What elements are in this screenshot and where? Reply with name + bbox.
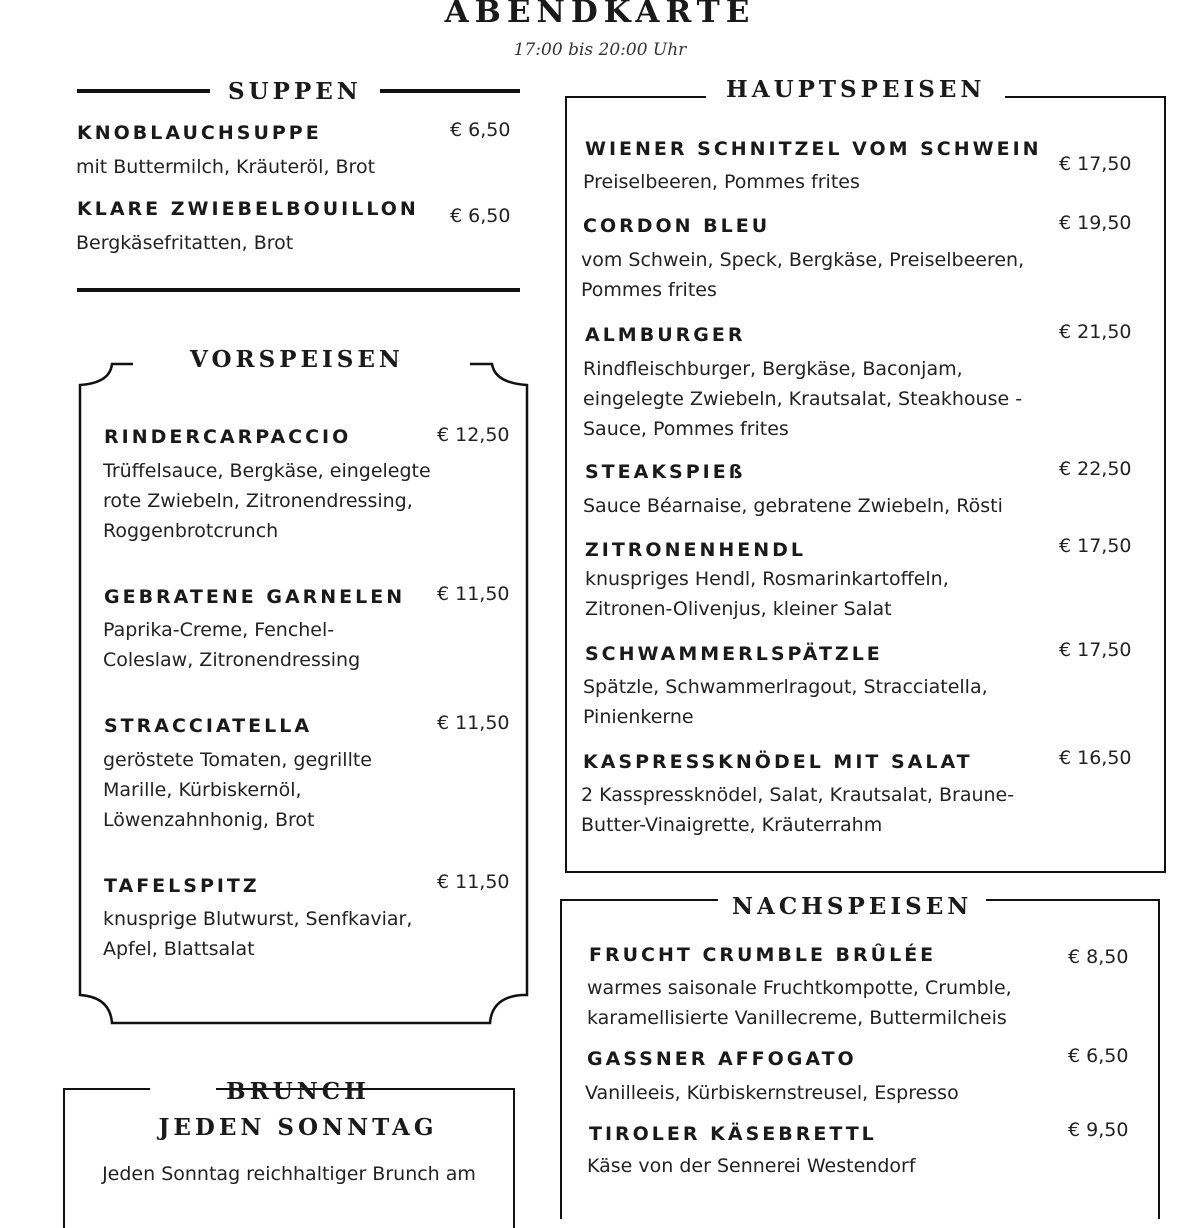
item-name: SCHWAMMERLSPÄTZLE [585, 643, 883, 665]
brunch-text: Jeden Sonntag reichhaltiger Brunch am [102, 1163, 476, 1185]
item-name: STRACCIATELLA [104, 715, 313, 737]
suppen-top-rule-left [77, 89, 210, 93]
item-description: Preiselbeeren, Pommes frites [583, 171, 860, 193]
item-name: ZITRONENHENDL [585, 539, 807, 561]
item-description: Rindfleischburger, Bergkäse, Baconjam, eingelegte Zwiebeln, Krautsalat, Steakhouse - Sauce, Pommes frites [583, 358, 1023, 440]
brunch-title-line2: JEDEN SONNTAG [158, 1114, 438, 1141]
item-price: € 17,50 [1059, 639, 1132, 661]
item-description: Paprika-Creme, Fenchel-Coleslaw, Zitronendressing [103, 619, 361, 671]
suppen-bottom-rule [77, 288, 520, 292]
item-name: FRUCHT CRUMBLE BRÛLÉE [589, 944, 937, 966]
item-name: RINDERCARPACCIO [104, 426, 352, 448]
item-description: Trüffelsauce, Bergkäse, eingelegte rote Zwiebeln, Zitronendressing, Roggenbrotcrunch [103, 460, 431, 542]
item-price: € 11,50 [437, 583, 510, 605]
item-price: € 16,50 [1059, 747, 1132, 769]
item-name: KLARE ZWIEBELBOUILLON [77, 198, 419, 220]
item-price: € 22,50 [1059, 458, 1132, 480]
opening-hours: 17:00 bis 20:00 Uhr [513, 40, 687, 60]
item-price: € 19,50 [1059, 212, 1132, 234]
item-price: € 17,50 [1059, 153, 1132, 175]
item-description: geröstete Tomaten, gegrillte Marille, Kürbiskernöl, Löwenzahnhonig, Brot [103, 749, 372, 831]
item-name: GASSNER AFFOGATO [587, 1048, 857, 1070]
item-price: € 12,50 [437, 424, 510, 446]
item-description: warmes saisonale Fruchtkompotte, Crumble, karamellisierte Vanillecreme, Buttermilcheis [587, 977, 1012, 1029]
item-description: Spätzle, Schwammerlragout, Stracciatella, Pinienkerne [583, 676, 988, 728]
item-name: TAFELSPITZ [104, 875, 260, 897]
item-description: vom Schwein, Speck, Bergkäse, Preiselbeeren, Pommes frites [581, 249, 1025, 301]
item-price: € 6,50 [1068, 1045, 1129, 1067]
item-price: € 9,50 [1068, 1119, 1129, 1141]
item-name: KASPRESSKNÖDEL MIT SALAT [583, 751, 973, 773]
brunch-frame [63, 1088, 515, 1228]
item-name: KNOBLAUCHSUPPE [77, 122, 322, 144]
item-name: WIENER SCHNITZEL VOM SCHWEIN [585, 138, 1042, 160]
item-price: € 8,50 [1068, 946, 1129, 968]
section-title-brunch: BRUNCH [226, 1078, 370, 1105]
item-description: knuspriges Hendl, Rosmarinkartoffeln, Zitronen-Olivenjus, kleiner Salat [585, 568, 949, 620]
item-name: TIROLER KÄSEBRETTL [589, 1123, 877, 1145]
page-title: ABENDKARTE [444, 0, 756, 30]
item-description: knusprige Blutwurst, Senfkaviar, Apfel, Blattsalat [103, 908, 413, 960]
item-price: € 11,50 [437, 871, 510, 893]
item-price: € 11,50 [437, 712, 510, 734]
item-name: ALMBURGER [585, 324, 746, 346]
item-description: Vanilleeis, Kürbiskernstreusel, Espresso [585, 1082, 959, 1104]
item-price: € 17,50 [1059, 535, 1132, 557]
item-name: CORDON BLEU [583, 215, 771, 237]
item-description: mit Buttermilch, Kräuteröl, Brot [76, 156, 376, 178]
item-price: € 6,50 [450, 119, 511, 141]
suppen-top-rule-right [380, 89, 520, 93]
item-description: Sauce Béarnaise, gebratene Zwiebeln, Rösti [583, 495, 1003, 517]
section-title-hauptspeisen: HAUPTSPEISEN [706, 76, 1005, 103]
section-title-suppen: SUPPEN [216, 78, 374, 105]
item-description: Bergkäsefritatten, Brot [76, 232, 294, 254]
item-description: Käse von der Sennerei Westendorf [587, 1155, 916, 1177]
section-title-vorspeisen: VORSPEISEN [178, 346, 416, 373]
item-name: GEBRATENE GARNELEN [104, 586, 406, 608]
section-title-nachspeisen: NACHSPEISEN [718, 893, 986, 920]
item-name: STEAKSPIEß [585, 461, 746, 483]
item-price: € 21,50 [1059, 321, 1132, 343]
item-price: € 6,50 [450, 205, 511, 227]
item-description: 2 Kasspressknödel, Salat, Krautsalat, Braune-Butter-Vinaigrette, Kräuterrahm [581, 784, 1015, 836]
